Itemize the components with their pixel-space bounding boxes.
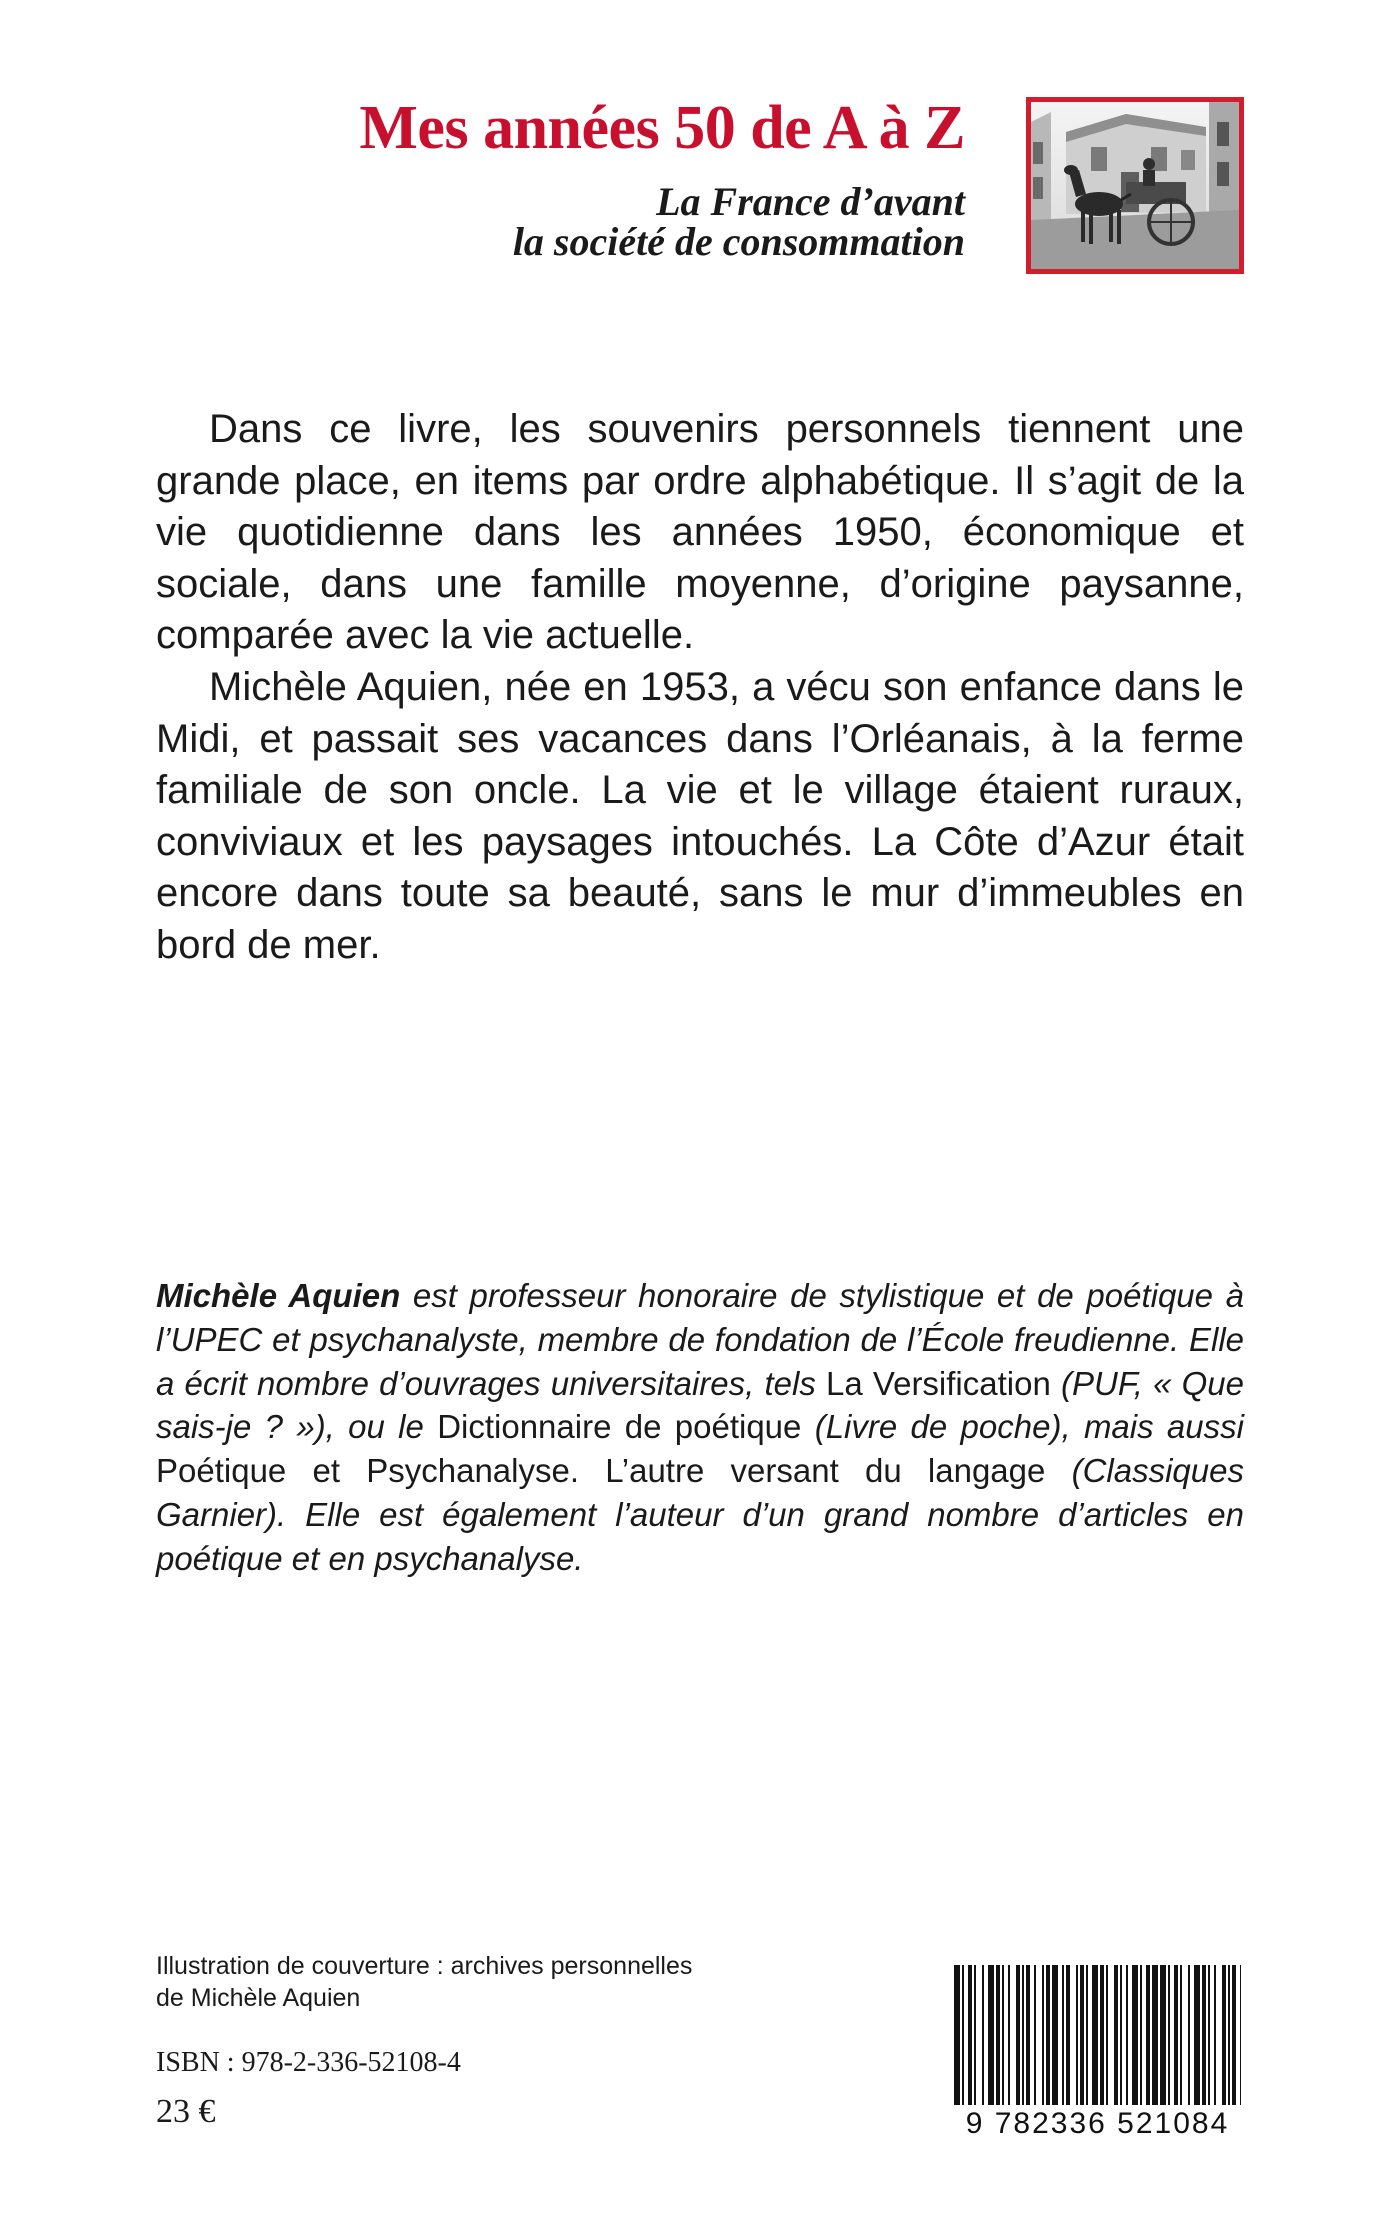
credit-line-1: Illustration de couverture : archives personnelles: [156, 1952, 693, 1980]
isbn-number: ISBN : 978-2-336-52108-4: [156, 2047, 461, 2078]
barcode-bar: [1016, 1965, 1020, 2105]
book-title: Mes années 50 de A à Z: [359, 94, 965, 162]
barcode-bar: [1042, 1965, 1044, 2105]
blurb-paragraph-1: Dans ce livre, les souvenirs personnels tiennent une grande place, en items par ordre alphabétique. Il s’agit de la vie quotidienne dans les années 1950, économique et sociale, dans une famille moyenne, d’origine paysanne, comparée avec la vie actuelle.: [156, 407, 1244, 658]
barcode-bar: [1208, 1965, 1210, 2105]
barcode-bar: [1092, 1965, 1098, 2105]
barcode-bar: [1240, 1965, 1241, 2105]
bio-work-3: Poétique et Psychanalyse. L’autre versant du langage: [156, 1452, 1046, 1490]
barcode-bar: [1202, 1965, 1206, 2105]
bio-work-2: Dictionnaire de poétique: [437, 1408, 802, 1446]
barcode-bar: [1188, 1965, 1190, 2105]
barcode-bar: [1114, 1965, 1118, 2105]
barcode-bar: [962, 1965, 964, 2105]
barcode-bar: [1174, 1965, 1178, 2105]
price-label: 23 €: [156, 2093, 216, 2130]
bio-text-4: (Classiques Garnier). Elle est également l’auteur d’un grand nombre d’articles en poétique et en psychanalyse.: [156, 1452, 1244, 1577]
barcode-bar: [1168, 1965, 1170, 2105]
subtitle-line-1: La France d’avant: [656, 179, 965, 224]
barcode-bar: [1126, 1965, 1128, 2105]
barcode-bar: [1022, 1965, 1024, 2105]
barcode-bar: [988, 1965, 994, 2105]
bio-text-1: est professeur honoraire de stylistique et de poétique à l’UPEC et psychanalyste, membre de fondation de l’École freudienne. Elle a écrit nombre d’ouvrages universitaires, tels: [156, 1277, 1244, 1402]
barcode-bar: [1002, 1965, 1004, 2105]
credit-line-2: de Michèle Aquien: [156, 1984, 361, 2012]
bio-author-name: Michèle Aquien: [156, 1277, 401, 1314]
subtitle-line-2: la société de consommation: [512, 219, 965, 264]
barcode-bar: [1046, 1965, 1050, 2105]
barcode-bar: [1008, 1965, 1010, 2105]
barcode-bar: [954, 1965, 960, 2105]
bio-work-1: La Versification: [826, 1364, 1051, 1402]
barcode-bar: [974, 1965, 976, 2105]
author-bio: [156, 1274, 1244, 1581]
barcode-bar: [1052, 1965, 1058, 2105]
horse-cart-photo-icon: [1031, 102, 1239, 269]
barcode-digits: 9 782336 521084: [965, 2107, 1230, 2140]
barcode-bar: [1120, 1965, 1122, 2105]
barcode-bar: [1066, 1965, 1070, 2105]
book-subtitle: [300, 179, 965, 264]
barcode-bar: [1180, 1965, 1182, 2105]
bio-text-2: (PUF, « Que sais-je ? »), ou le: [156, 1364, 1244, 1446]
barcode-bar: [1080, 1965, 1084, 2105]
blurb-paragraph-2: Michèle Aquien, née en 1953, a vécu son enfance dans le Midi, et passait ses vacances dans l’Orléanais, à la ferme familiale de son oncle. La vie et le village étaient ruraux, conviviaux et les paysages intouchés. La Côte d’Azur était encore dans toute sa beauté, sans le mur d’immeubles en bord de mer.: [156, 664, 1244, 967]
barcode-bar: [1086, 1965, 1088, 2105]
barcode-bar: [1034, 1965, 1036, 2105]
barcode-bar: [1076, 1965, 1078, 2105]
barcode-bar: [1062, 1965, 1064, 2105]
barcode-bar: [1132, 1965, 1138, 2105]
barcode: [950, 1965, 1245, 2141]
bio-text-3: (Livre de poche), mais aussi: [801, 1408, 1244, 1446]
barcode-bar: [1160, 1965, 1166, 2105]
barcode-bar: [1140, 1965, 1142, 2105]
barcode-bar: [1026, 1965, 1030, 2105]
barcode-bar: [1106, 1965, 1108, 2105]
barcode-bar: [1214, 1965, 1216, 2105]
barcode-icon: [950, 1965, 1245, 2105]
barcode-bar: [1152, 1965, 1158, 2105]
barcode-bar: [1146, 1965, 1150, 2105]
barcode-bar: [1100, 1965, 1104, 2105]
illustration-credit: [156, 1950, 776, 2014]
barcode-bar: [1194, 1965, 1200, 2105]
barcode-bar: [982, 1965, 984, 2105]
barcode-bar: [1222, 1965, 1226, 2105]
barcode-bar: [968, 1965, 972, 2105]
cover-photo: [1026, 97, 1244, 274]
barcode-bar: [996, 1965, 1000, 2105]
back-cover-blurb: [156, 404, 1244, 972]
barcode-bar: [1232, 1965, 1236, 2105]
barcode-bar: [1228, 1965, 1230, 2105]
